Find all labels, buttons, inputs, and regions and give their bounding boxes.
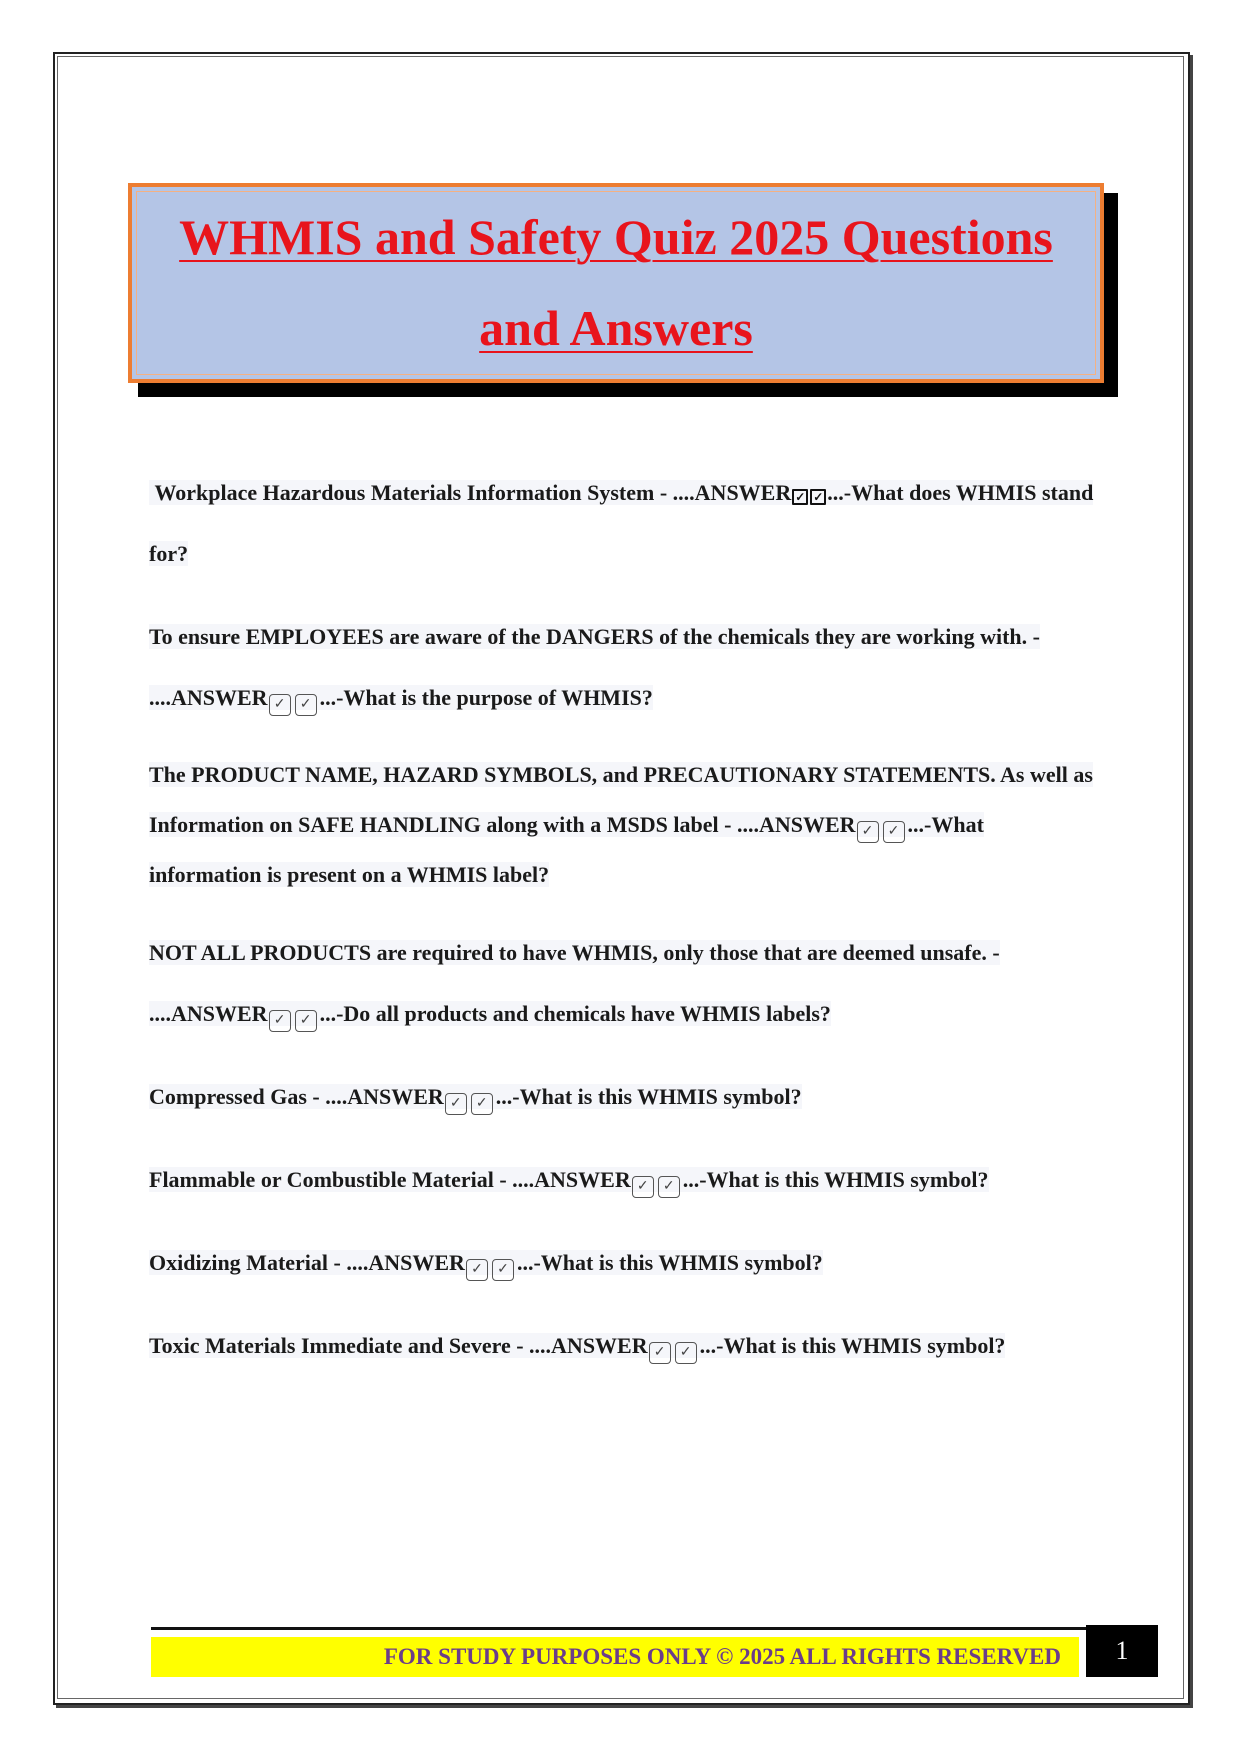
check-icon: ✓ — [857, 821, 879, 843]
answer-text: NOT ALL PRODUCTS are required to have WHMIS, only those that are deemed unsafe. - ....ANSWER — [149, 940, 1000, 1026]
answer-text: To ensure EMPLOYEES are aware of the DANGERS of the chemicals they are working with. - ....ANSWER — [149, 624, 1040, 710]
answer-text: Workplace Hazardous Materials Information System - ....ANSWER — [154, 480, 792, 505]
question-text: ...-What does WHMIS stand for? — [149, 480, 1094, 566]
footer-text: FOR STUDY PURPOSES ONLY © 2025 ALL RIGHTS RESERVED — [383, 1644, 1061, 1669]
question-text: ...-What information is present on a WHMIS label? — [149, 812, 984, 887]
check-icon: ✓ — [883, 821, 905, 843]
checkbox-icon: ✓ — [810, 489, 826, 505]
question-text: ...-What is this WHMIS symbol? — [495, 1084, 802, 1109]
qa-item — [149, 1315, 1099, 1376]
answer-text: Compressed Gas - ....ANSWER — [149, 1084, 444, 1109]
check-icon: ✓ — [632, 1176, 654, 1198]
answer-text: Flammable or Combustible Material - ....ANSWER — [149, 1167, 631, 1192]
answer-text: The PRODUCT NAME, HAZARD SYMBOLS, and PRECAUTIONARY STATEMENTS. As well as Information on SAFE HANDLING along with a MSDS label - ....ANSWER — [149, 762, 1093, 837]
check-icon: ✓ — [295, 1010, 317, 1032]
title-box — [128, 183, 1104, 383]
answer-text: Oxidizing Material - ....ANSWER — [149, 1250, 465, 1275]
checkbox-icon: ✓ — [792, 489, 808, 505]
check-icon: ✓ — [471, 1093, 493, 1115]
qa-item — [149, 1232, 1099, 1293]
question-text: ...-What is this WHMIS symbol? — [516, 1250, 823, 1275]
question-text: ...-What is this WHMIS symbol? — [682, 1167, 989, 1192]
qa-item — [149, 750, 1099, 900]
check-icon: ✓ — [445, 1093, 467, 1115]
qa-item — [149, 606, 1099, 728]
question-text: ...-What is the purpose of WHMIS? — [319, 685, 653, 710]
document-title: WHMIS and Safety Quiz 2025 Questions and Answers — [179, 209, 1053, 356]
check-icon: ✓ — [295, 694, 317, 716]
page-number: 1 — [1086, 1625, 1158, 1677]
qa-item — [149, 1149, 1099, 1210]
qa-list — [149, 462, 1099, 1398]
check-icon: ✓ — [269, 694, 291, 716]
check-icon: ✓ — [492, 1259, 514, 1281]
question-text: ...-Do all products and chemicals have WHMIS labels? — [319, 1001, 831, 1026]
check-icon: ✓ — [658, 1176, 680, 1198]
footer-rule — [151, 1627, 1086, 1630]
check-icon: ✓ — [675, 1342, 697, 1364]
check-icon: ✓ — [269, 1010, 291, 1032]
check-icon: ✓ — [466, 1259, 488, 1281]
footer-band — [151, 1637, 1079, 1677]
qa-item — [149, 922, 1099, 1044]
qa-item — [149, 462, 1099, 584]
answer-text: Toxic Materials Immediate and Severe - ....ANSWER — [149, 1333, 648, 1358]
qa-item — [149, 1066, 1099, 1127]
check-icon: ✓ — [649, 1342, 671, 1364]
question-text: ...-What is this WHMIS symbol? — [699, 1333, 1006, 1358]
